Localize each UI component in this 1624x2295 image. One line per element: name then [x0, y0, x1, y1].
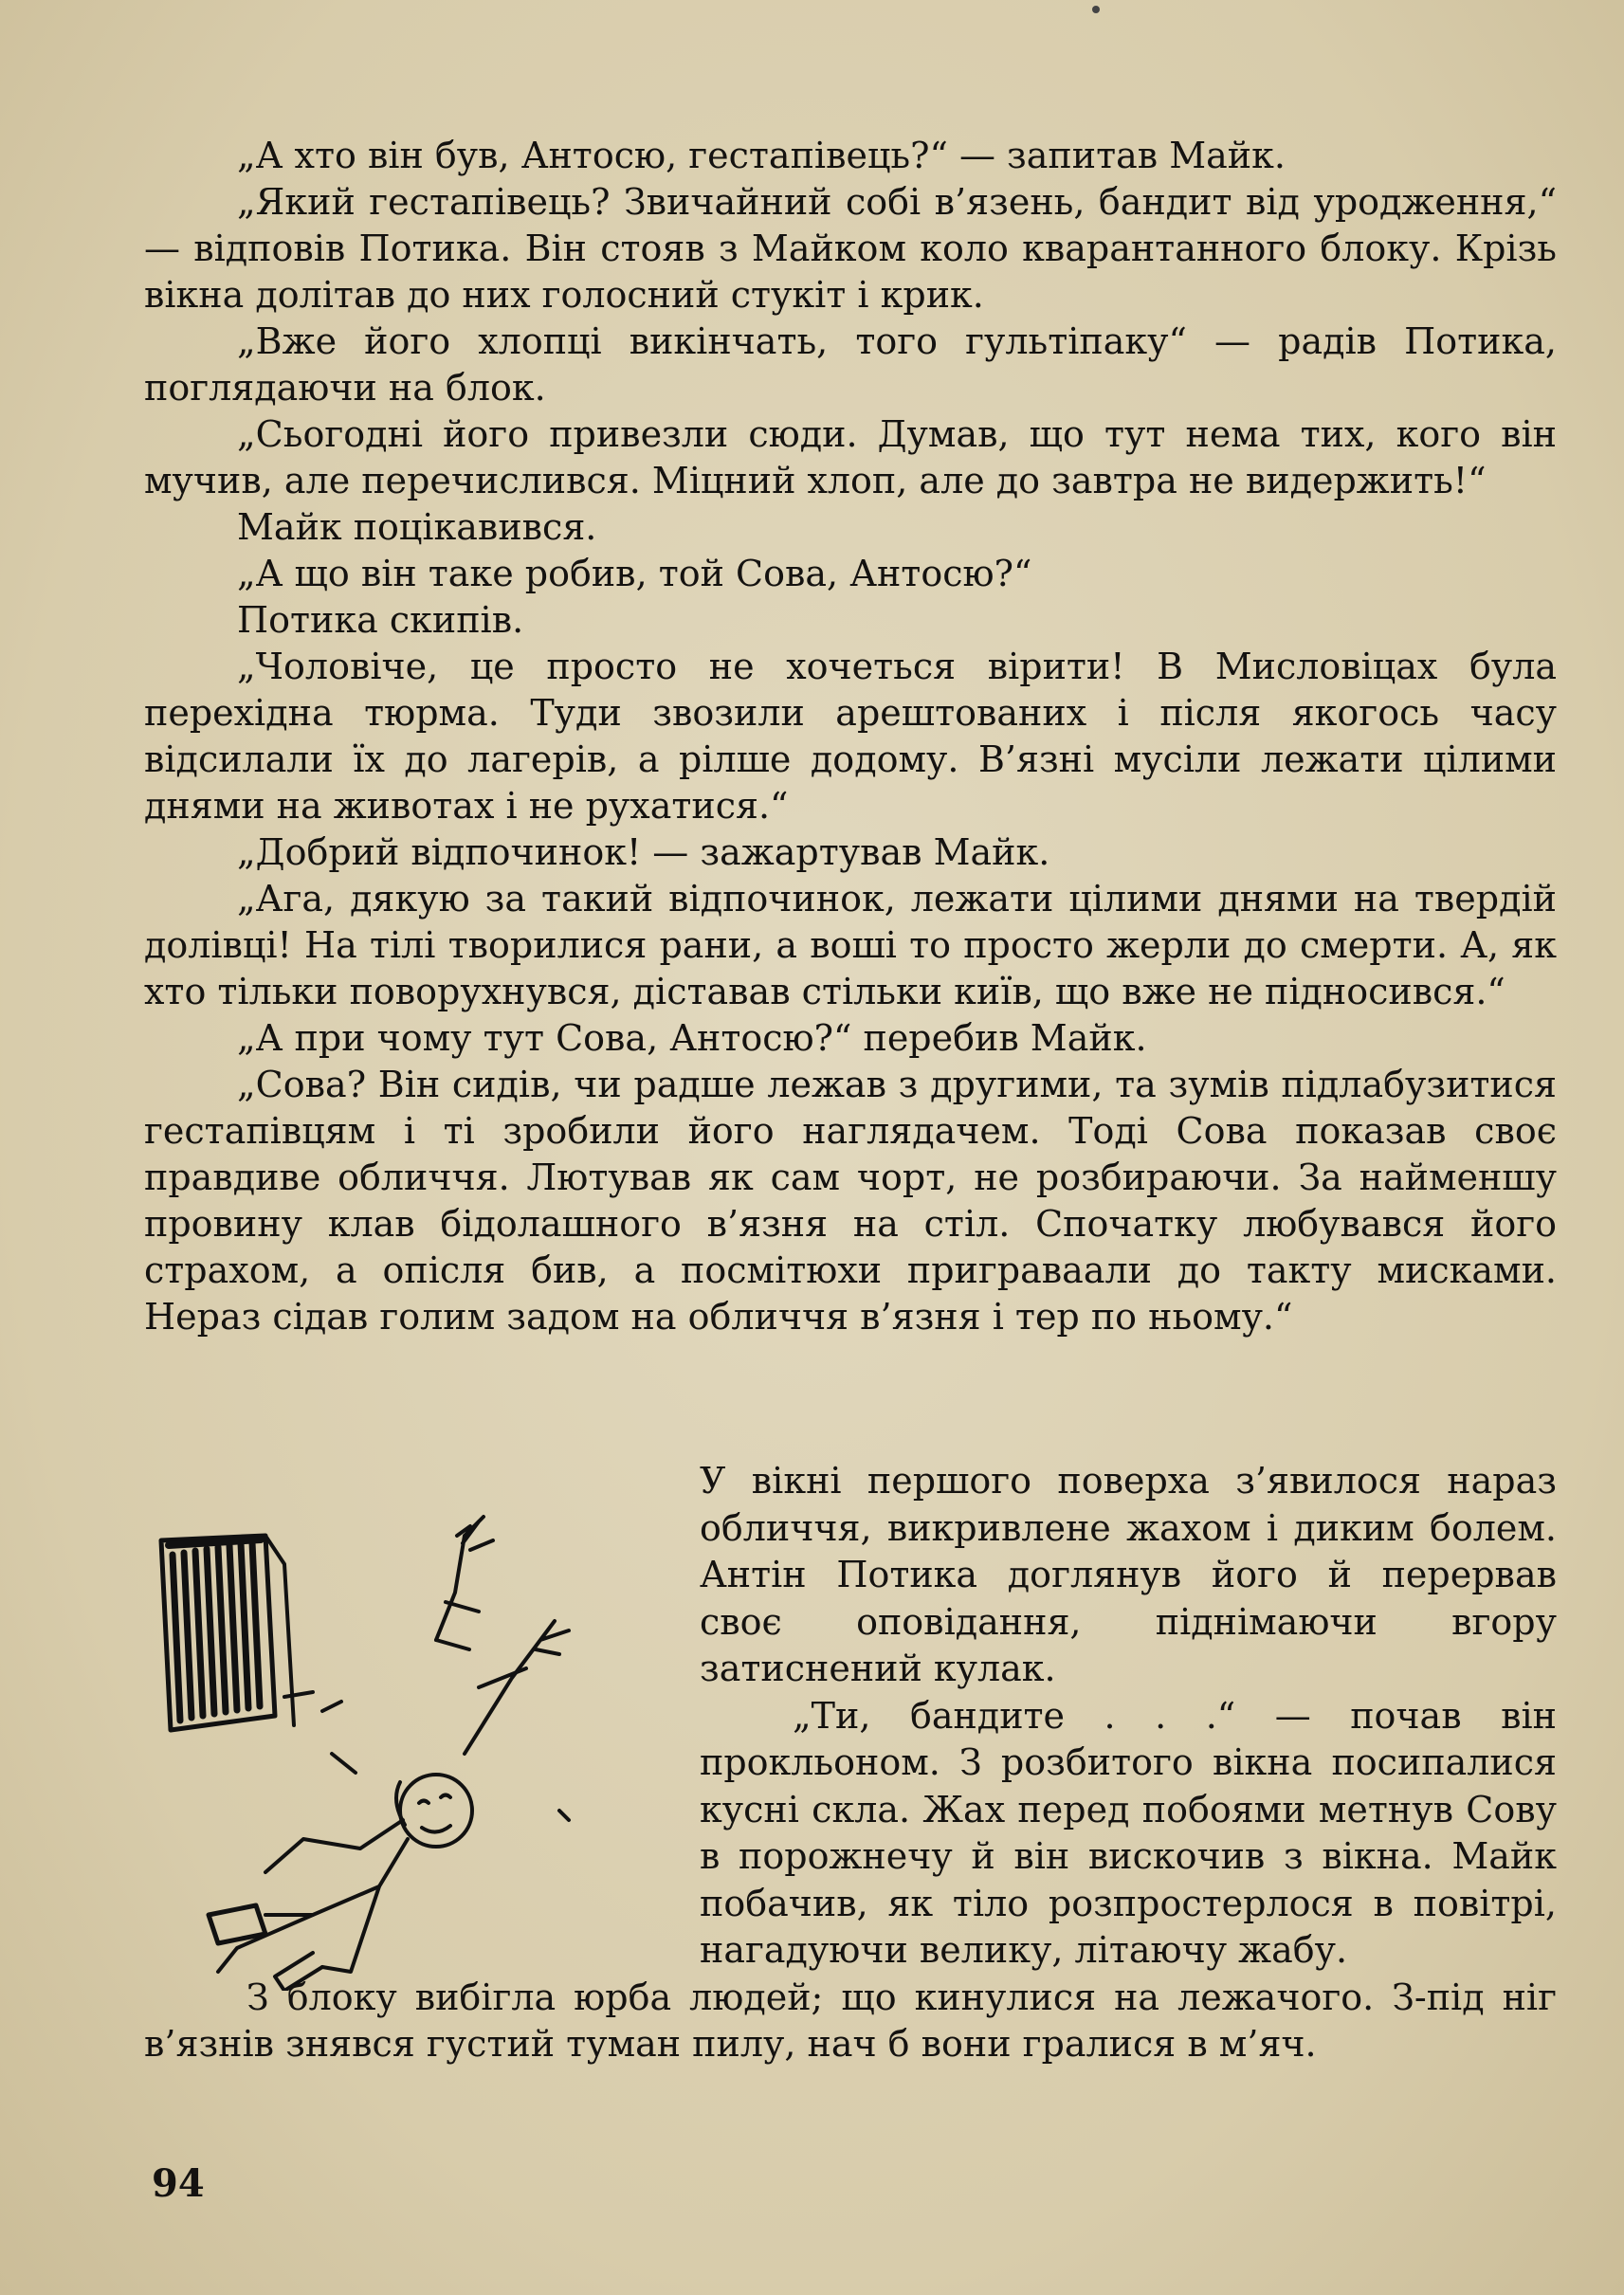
paragraph: Майк поцікавився. — [237, 506, 597, 548]
paragraph: „Ти, бандите . . .“ — почав він прокльоном. З розбитого вікна посипалися кусні скла. Жах перед побоями метнув Сову в порожнечу й він вискочив з вікна. Майк побачив, як тіло розпростерлося в повітрі, нагадуючи велику, літаючу жабу. — [700, 1694, 1557, 1971]
paragraph: „Вже його хлопці викінчать, того гультіпаку“ — радів Потика, поглядаючи на блок. — [144, 320, 1557, 409]
paragraph: „А що він таке робив, той Сова, Антосю?“ — [237, 553, 1032, 594]
print-speck — [1092, 6, 1100, 13]
paragraph: „Добрий відпочинок! — зажартував Майк. — [237, 831, 1050, 873]
paragraph: Потика скипів. — [237, 599, 524, 641]
body-text-bottom — [144, 1975, 1557, 2067]
body-text-top — [144, 133, 1557, 1340]
window-sketch — [161, 1536, 294, 1730]
paragraph: З блоку вибігла юрба людей; що кинулися на лежачого. З-під ніг в’язнів знявся густий туман пилу, нач б вони гралися в м’яч. — [144, 1976, 1557, 2065]
page-number: 94 — [152, 2161, 205, 2206]
paragraph: У вікні першого поверха з’явилося нараз обличчя, викривлене жахом і диким болем. Антін Потика доглянув його й перервав своє оповідання, піднімаючи вгору затиснений кулак. — [700, 1460, 1557, 1689]
paragraph: „Чоловіче, це просто не хочеться вірити! В Мисловіцах була перехідна тюрма. Туди звозили арештованих і після якогось часу відсилали їх до лагерів, а рілше додому. В’язні мусіли лежати цілими днями на животах і не рухатися.“ — [144, 646, 1557, 827]
body-text-wrapped — [700, 1458, 1557, 1975]
paragraph: „А хто він був, Антосю, гестапівець?“ — запитав Майк. — [237, 135, 1286, 176]
paragraph: „Ага, дякую за такий відпочинок, лежати цілими днями на твердій долівці! На тілі творилися рани, а воші то просто жерли до смерти. А, як хто тільки поворухнувся, діставав стільки київ, що вже не підносився.“ — [144, 878, 1557, 1012]
paragraph: „А при чому тут Сова, Антосю?“ перебив Майк. — [237, 1017, 1147, 1059]
paragraph: „Сова? Він сидів, чи радше лежав з другими, та зумів підлабузитися гестапівцям і ті зробили його наглядачем. Тоді Сова показав своє правдиве обличчя. Лютував як сам чорт, не розбираючи. За найменшу провину клав бідолашного в’язня на стіл. Спочатку любувався його страхом, а опісля бив, а посмітюхи приграваали до такту мисками. Нераз сідав голим задом на обличчя в’язня і тер по ньому.“ — [144, 1064, 1557, 1338]
paragraph: „Який гестапівець? Звичайний собі в’язень, бандит від уродження,“ — відповів Потика. Він стояв з Майком коло кварантанного блоку. Крізь вікна долітав до них голосний стукіт і крик. — [144, 181, 1557, 316]
paragraph: „Сьогодні його привезли сюди. Думав, що тут нема тих, кого він мучив, але перечислився. Міцний хлоп, але до завтра не видержить!“ — [144, 413, 1557, 501]
falling-man-illustration — [152, 1498, 645, 1991]
